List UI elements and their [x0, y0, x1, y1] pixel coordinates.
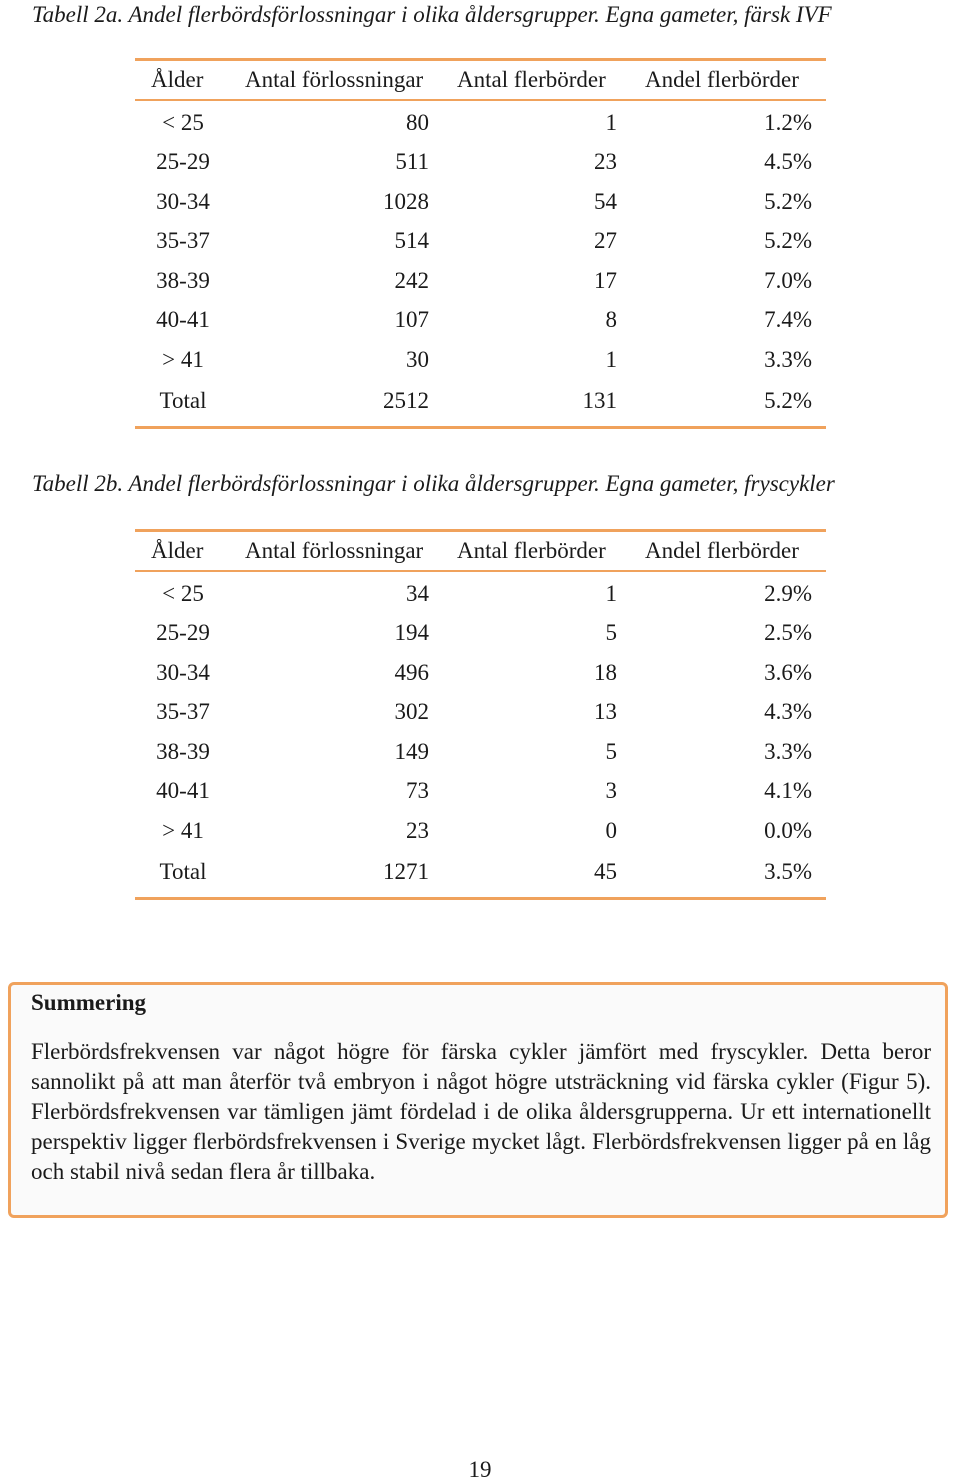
- table-cell: 0: [605, 817, 617, 843]
- table-cell: 3.3%: [764, 346, 812, 372]
- table-row: [135, 301, 826, 341]
- table-cell: 25-29: [156, 149, 210, 175]
- table-row: [135, 811, 826, 851]
- table-cell: 23: [406, 817, 429, 843]
- table-cell: 35-37: [156, 228, 210, 254]
- table-cell: 2512: [383, 387, 429, 413]
- table-header-row: [135, 531, 826, 572]
- table-b-caption: Tabell 2b. Andel flerbördsförlossningar i olika åldersgrupper. Egna gameter, fryscykler: [32, 471, 835, 496]
- table-row: [135, 653, 826, 693]
- table-row: [135, 340, 826, 380]
- table-cell: 131: [582, 387, 617, 413]
- table-cell: 34: [406, 580, 429, 606]
- table-cell: 5: [605, 738, 617, 764]
- column-header: Antal förlossningar: [245, 538, 424, 563]
- table-cell: > 41: [162, 346, 204, 372]
- table-a-caption: Tabell 2a. Andel flerbördsförlossningar i olika åldersgrupper. Egna gameter, färsk IVF: [32, 2, 832, 27]
- table-cell: 17: [594, 267, 617, 293]
- table-cell: 35-37: [156, 699, 210, 725]
- table-cell: 1.2%: [764, 109, 812, 135]
- table-cell: 302: [394, 699, 429, 725]
- table-cell: 7.4%: [764, 307, 812, 333]
- column-header: Andel flerbörder: [645, 538, 799, 563]
- table-b: [135, 529, 826, 900]
- table-header-row: [135, 60, 826, 101]
- table-cell: 107: [394, 307, 429, 333]
- table-cell: 27: [594, 228, 617, 254]
- table-cell: 3.3%: [764, 738, 812, 764]
- table-cell: 2.9%: [764, 580, 812, 606]
- table-cell: < 25: [162, 580, 204, 606]
- table-row: [135, 100, 826, 143]
- table-a: [135, 58, 826, 429]
- table-cell: 18: [594, 659, 617, 685]
- table-row: [135, 261, 826, 301]
- table-cell: 45: [594, 858, 617, 884]
- table-cell: 54: [594, 188, 617, 214]
- column-header: Andel flerbörder: [645, 67, 799, 92]
- table-cell: 30: [406, 346, 429, 372]
- table-cell: 0.0%: [764, 817, 812, 843]
- summary-body: Flerbördsfrekvensen var något högre för färska cykler jämfört med fryscykler. Detta beror sannolikt på att man återför två embryon i något högre utsträckning vid färska cykler (Figur 5). Flerbördsfrekvensen var tämligen jämt fördelad i de olika åldersgrupperna. Ur ett internationellt perspektiv ligger flerbördsfrekvensen i Sverige mycket lågt. Flerbördsfrekvensen ligger på en låg och stabil nivå sedan flera år tillbaka.: [31, 1039, 931, 1184]
- table-row: [135, 380, 826, 428]
- table-cell: 511: [395, 149, 429, 175]
- column-header: Antal förlossningar: [245, 67, 424, 92]
- table-cell: 5: [605, 620, 617, 646]
- table-row: [135, 851, 826, 899]
- table-cell: 40-41: [156, 778, 210, 804]
- table-row: [135, 143, 826, 183]
- table-cell: 149: [394, 738, 429, 764]
- table-cell: 30-34: [156, 188, 210, 214]
- table-cell: 1: [605, 346, 617, 372]
- table-cell: 25-29: [156, 620, 210, 646]
- table-cell: 23: [594, 149, 617, 175]
- column-header: Antal flerbörder: [457, 67, 606, 92]
- table-cell: 30-34: [156, 659, 210, 685]
- table-cell: 3.6%: [764, 659, 812, 685]
- table-row: [135, 182, 826, 222]
- table-cell: 3.5%: [764, 858, 812, 884]
- table-cell: 73: [406, 778, 429, 804]
- table-cell: 514: [394, 228, 429, 254]
- table-cell: 5.2%: [764, 228, 812, 254]
- table-cell: 1271: [383, 858, 429, 884]
- table-cell: 5.2%: [764, 387, 812, 413]
- table-row: [135, 614, 826, 654]
- page-number: 19: [468, 1457, 492, 1482]
- table-cell: 2.5%: [764, 620, 812, 646]
- table-cell: 496: [394, 659, 429, 685]
- table-cell: > 41: [162, 817, 204, 843]
- column-header: Antal flerbörder: [457, 538, 606, 563]
- table-cell: 1028: [383, 188, 429, 214]
- summary-title: Summering: [31, 990, 146, 1015]
- table-cell: 242: [394, 267, 429, 293]
- table-cell: 4.3%: [764, 699, 812, 725]
- table-cell: 1: [605, 580, 617, 606]
- table-cell: 5.2%: [764, 188, 812, 214]
- table-cell: 7.0%: [764, 267, 812, 293]
- table-cell: 40-41: [156, 307, 210, 333]
- table-cell: Total: [159, 387, 207, 413]
- table-cell: 4.1%: [764, 778, 812, 804]
- table-cell: 38-39: [156, 738, 210, 764]
- column-header: Ålder: [151, 67, 204, 92]
- table-cell: 38-39: [156, 267, 210, 293]
- table-cell: 1: [605, 109, 617, 135]
- table-cell: Total: [159, 858, 207, 884]
- table-cell: 13: [594, 699, 617, 725]
- summary-box: [8, 982, 948, 1218]
- table-cell: 3: [605, 778, 617, 804]
- table-cell: 8: [605, 307, 617, 333]
- table-row: [135, 732, 826, 772]
- table-cell: 80: [406, 109, 429, 135]
- column-header: Ålder: [151, 538, 204, 563]
- table-row: [135, 772, 826, 812]
- table-cell: 194: [394, 620, 429, 646]
- table-cell: 4.5%: [764, 149, 812, 175]
- table-cell: < 25: [162, 109, 204, 135]
- table-row: [135, 693, 826, 733]
- table-row: [135, 571, 826, 614]
- table-row: [135, 222, 826, 262]
